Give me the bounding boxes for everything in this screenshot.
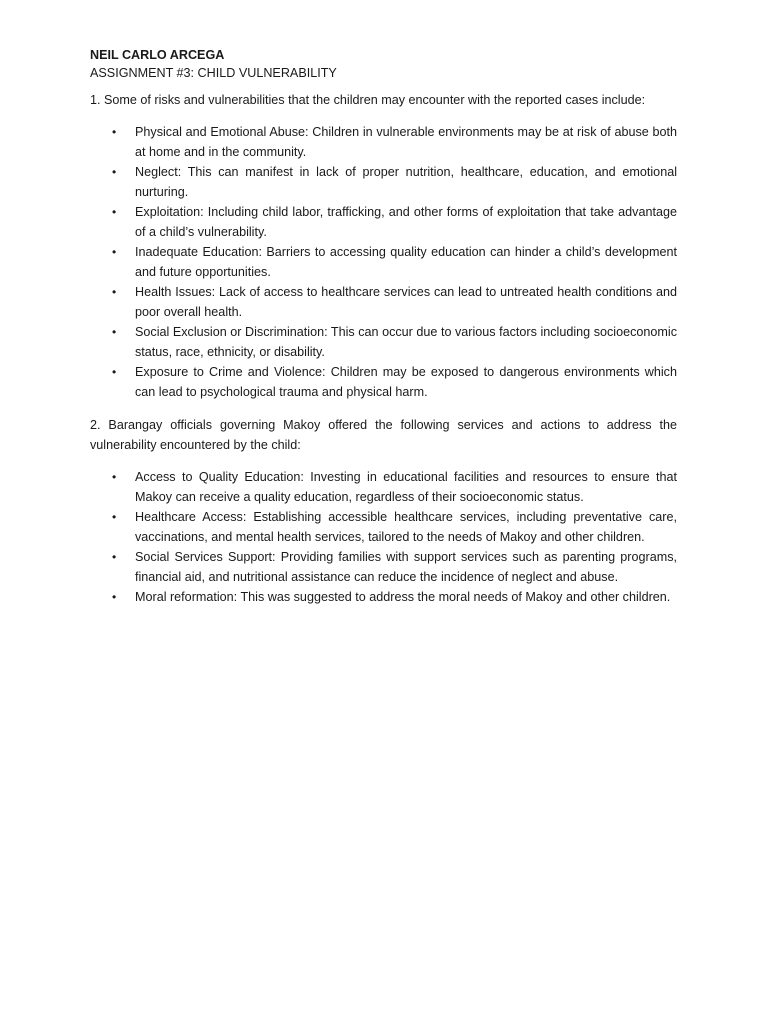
list-item-text: Healthcare Access: Establishing accessible healthcare services, including preventative care, vaccinations, and mental health services, tailored to the needs of Makoy and other children. (135, 510, 677, 544)
bullet-icon: • (112, 470, 117, 484)
list-item (90, 507, 677, 547)
bullet-icon: • (112, 285, 117, 299)
assignment-title: ASSIGNMENT #3: CHILD VULNERABILITY (90, 66, 337, 80)
bullet-icon: • (112, 205, 117, 219)
list-item (90, 122, 677, 162)
list-item (90, 587, 677, 607)
list-item-text: Exploitation: Including child labor, trafficking, and other forms of exploitation that take advantage of a child’s vulnerability. (135, 205, 677, 239)
list-item (90, 467, 677, 507)
list-item (90, 242, 677, 282)
author-name: NEIL CARLO ARCEGA (90, 48, 225, 62)
list-item (90, 162, 677, 202)
bullet-icon: • (112, 550, 117, 564)
question-2: 2. Barangay officials governing Makoy offered the following services and actions to address the vulnerability encountered by the child: (90, 418, 677, 452)
list-item-text: Social Services Support: Providing families with support services such as parenting programs, financial aid, and nutritional assistance can reduce the incidence of neglect and abuse. (135, 550, 677, 584)
bullet-icon: • (112, 365, 117, 379)
list-item (90, 547, 677, 587)
bullet-icon: • (112, 165, 117, 179)
list-item-text: Access to Quality Education: Investing in educational facilities and resources to ensure that Makoy can receive a quality education, regardless of their socioeconomic status. (135, 470, 677, 504)
bullet-icon: • (112, 125, 117, 139)
list-item-text: Exposure to Crime and Violence: Children may be exposed to dangerous environments which can lead to psychological trauma and physical harm. (135, 365, 677, 399)
list-item (90, 282, 677, 322)
list-item-text: Moral reformation: This was suggested to address the moral needs of Makoy and other children. (135, 590, 671, 604)
list-item-text: Physical and Emotional Abuse: Children in vulnerable environments may be at risk of abuse both at home and in the community. (135, 125, 677, 159)
services-list (90, 467, 677, 607)
list-item (90, 202, 677, 242)
list-item-text: Inadequate Education: Barriers to accessing quality education can hinder a child’s development and future opportunities. (135, 245, 677, 279)
risks-list (90, 122, 677, 402)
bullet-icon: • (112, 245, 117, 259)
question-1: 1. Some of risks and vulnerabilities that the children may encounter with the reported cases include: (90, 93, 646, 107)
list-item-text: Social Exclusion or Discrimination: This can occur due to various factors including socioeconomic status, race, ethnicity, or disability. (135, 325, 677, 359)
bullet-icon: • (112, 510, 117, 524)
list-item-text: Health Issues: Lack of access to healthcare services can lead to untreated health conditions and poor overall health. (135, 285, 677, 319)
list-item (90, 362, 677, 402)
list-item (90, 322, 677, 362)
bullet-icon: • (112, 325, 117, 339)
bullet-icon: • (112, 590, 117, 604)
list-item-text: Neglect: This can manifest in lack of proper nutrition, healthcare, education, and emotional nurturing. (135, 165, 677, 199)
